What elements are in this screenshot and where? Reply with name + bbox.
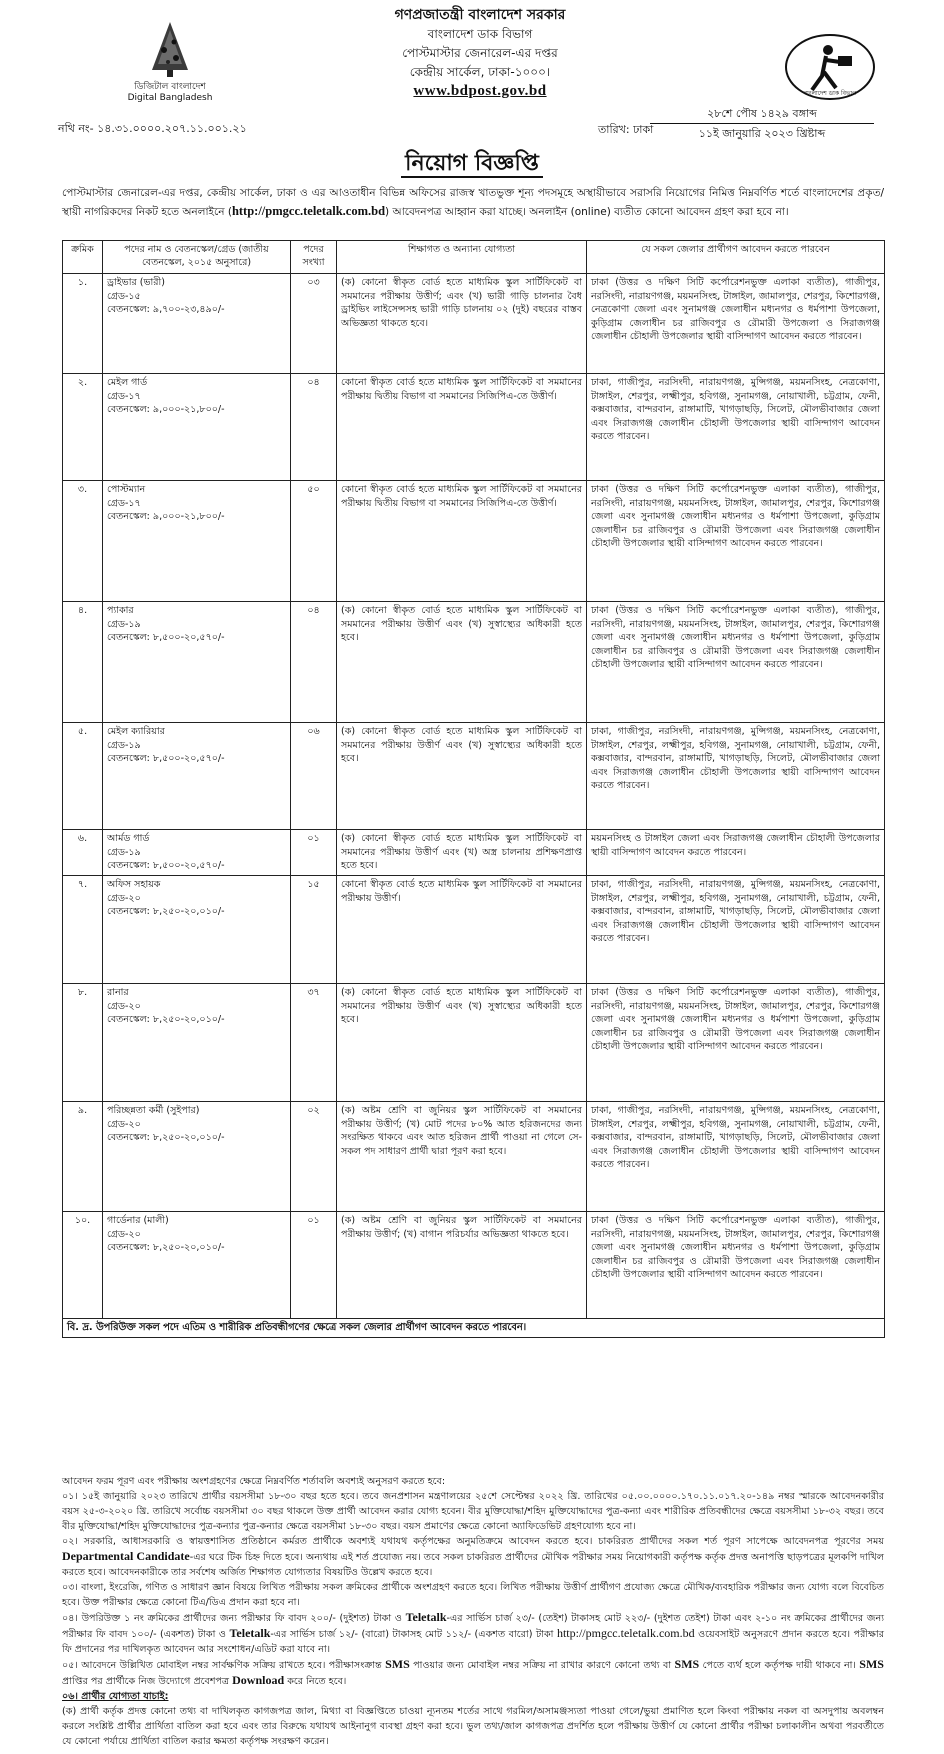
circle-name: কেন্দ্রীয় সার্কেল, ঢাকা-১০০০।: [409, 65, 551, 79]
col-post: পদের নাম ও বেতনস্কেল/গ্রেড (জাতীয় বেতনস্কেল, ২০১৫ অনুসারে): [103, 241, 291, 274]
table-row: [63, 723, 885, 830]
table-note-row: [63, 1319, 885, 1338]
post-name: রানার: [107, 987, 129, 998]
row-post: [103, 602, 291, 723]
row-serial: ২.: [63, 374, 103, 481]
row-count: ০২: [291, 1102, 337, 1212]
post-name: মেইল ক্যারিয়ার: [107, 726, 165, 737]
post-name: পরিচ্ছন্নতা কর্মী (সুইপার): [107, 1105, 200, 1116]
row-count: ০৩: [291, 274, 337, 374]
table-row: [63, 1212, 885, 1319]
post-scale: বেতনস্কেল: ৮,৫০০-২০,৫৭০/-: [107, 632, 225, 643]
application-url[interactable]: http://pmgcc.teletalk.com.bd: [231, 204, 386, 218]
row-count: ৫০: [291, 481, 337, 602]
sms-label: SMS: [674, 1657, 700, 1671]
condition-5-text-c: পেতে ব্যর্থ হলে কর্তৃপক্ষ দায়ী থাকবে না।: [702, 1660, 856, 1671]
digital-bangladesh-logo: [110, 20, 230, 103]
post-scale: বেতনস্কেল: ৮,২৫০-২০,০১০/-: [107, 1242, 225, 1253]
col-serial: ক্রমিক: [63, 241, 103, 274]
post-scale: বেতনস্কেল: ৮,৫০০-২০,৫৭০/-: [107, 753, 225, 764]
fee-payment-url[interactable]: http://pmgcc.teletalk.com.bd: [556, 1626, 695, 1640]
table-row: [63, 1102, 885, 1212]
row-serial: ৫.: [63, 723, 103, 830]
condition-4-text-d: ওয়েবসাইট অনুসরণে প্রদান করতে হবে। পরীক্ষার ফি প্রদানের পর দাখিলকৃত আবেদন আর সংশোধন/এডিট করা যাবে না।: [62, 1629, 884, 1655]
date-bangla: ২৮শে পৌষ ১৪২৯ বঙ্গাব্দ: [650, 104, 874, 124]
row-serial: ৩.: [63, 481, 103, 602]
row-qualification: (ক) কোনো স্বীকৃত বোর্ড হতে মাধ্যমিক স্কুল সার্টিফিকেট বা সমমানের পরীক্ষায় উত্তীর্ণ এবং (খ) অস্ত্র চালনায় প্রশিক্ষণপ্রাপ্ত হতে হবে।: [337, 830, 587, 876]
vacancy-table: [62, 240, 885, 1338]
condition-2-text-a: ০২। সরকারি, আধাসরকারি ও স্বায়ত্তশাসিত প্রতিষ্ঠানে কর্মরত প্রার্থীকে অবশ্যই যথাযথ কর্তৃপক্ষের অনুমতিক্রমে আবেদন করতে হবে। চাকরিরত প্রার্থীদের সকল শর্ত পূরণ সাপেক্ষে আবেদনপত্র পূরণের সময়: [62, 1536, 884, 1547]
post-scale: বেতনস্কেল: ৯,০০০-২১,৮০০/-: [107, 511, 225, 522]
sms-label: SMS: [859, 1657, 884, 1671]
condition-4-text-b: -এর সার্ভিস চার্জ ২৩/- (তেইশ) টাকাসহ মোট ২২৩/- (দুইশত তেইশ) টাকা এবং ২-১০ নং ক্রমিকের প্রার্থীদের জন্য পরীক্ষার ফি বাবদ ১০০/- (একশত) টাকা ও: [62, 1613, 884, 1640]
row-post: [103, 984, 291, 1102]
download-label: Download: [232, 1673, 285, 1687]
post-name: মেইল গার্ড: [107, 377, 148, 388]
table-row: [63, 374, 885, 481]
letterhead-text: [280, 6, 680, 101]
row-count: ৩৭: [291, 984, 337, 1102]
post-name: প্যাকার: [107, 605, 134, 616]
condition-1: ০১। ১৫ই জানুয়ারি ২০২৩ তারিখে প্রার্থীর বয়সসীমা ১৮-৩০ বছর হতে হবে। তবে জনপ্রশাসন মন্ত্রণালয়ের ২৫শে সেপ্টেম্বর ২০২২ খ্রি. তারিখের ০৫.০০.০০০০.১৭০.১১.০১৭.২০-১৪৯ নম্বর স্মারকে আবেদনকারীর বয়স ২৫-৩-২০২০ খ্রি. তারিখে সর্বোচ্চ বয়সসীমা ৩০ বছর থাকলে উক্ত প্রার্থী আবেদন করার যোগ্য হবেন। বীর মুক্তিযোদ্ধা/শহিদ মুক্তিযোদ্ধাদের পুত্র-কন্যা এবং শারীরিক প্রতিবন্ধীদের ক্ষেত্রে বয়সসীমা ১৮-৩২ বছর। তবে বীর মুক্তিযোদ্ধা/শহিদ মুক্তিযোদ্ধাদের পুত্র-কন্যার পুত্র-কন্যার ক্ষেত্রে বয়সসীমা ১৮-৩০ বছর। বয়স প্রমাণের ক্ষেত্রে কোনো অ্যাফিডেভিট গ্রহণযোগ্য হবে না।: [62, 1491, 884, 1532]
departmental-candidate-label: Departmental Candidate: [62, 1549, 190, 1563]
table-row: [63, 984, 885, 1102]
row-count: ১৫: [291, 876, 337, 984]
row-qualification: (ক) কোনো স্বীকৃত বোর্ড হতে মাধ্যমিক স্কুল সার্টিফিকেট বা সমমানের পরীক্ষায় উত্তীর্ণ এবং (খ) সুস্বাস্থ্যের অধিকারী হতে হবে।: [337, 602, 587, 723]
row-qualification: (ক) অষ্টম শ্রেণি বা জুনিয়র স্কুল সার্টিফিকেট বা সমমানের পরীক্ষায় উত্তীর্ণ; (খ) মোট পদের ৮০% আত হরিজনদের জন্য সংরক্ষিত থাকবে এবং আত হরিজন প্রার্থী পাওয়া না গেলে সে-সকল পদ সাধারণ প্রার্থী দ্বারা পূরণ করা হবে।: [337, 1102, 587, 1212]
row-qualification: (ক) কোনো স্বীকৃত বোর্ড হতে মাধ্যমিক স্কুল সার্টিফিকেট বা সমমানের পরীক্ষায় উত্তীর্ণ এবং (খ) সুস্বাস্থ্যের অধিকারী হতে হবে।: [337, 984, 587, 1102]
post-scale: বেতনস্কেল: ৮,২৫০-২০,০১০/-: [107, 1132, 225, 1143]
row-qualification: কোনো স্বীকৃত বোর্ড হতে মাধ্যমিক স্কুল সার্টিফিকেট বা সমমানের পরীক্ষায় দ্বিতীয় বিভাগ বা সমমানের সিজিপিএ-তে উত্তীর্ণ।: [337, 374, 587, 481]
row-serial: ৬.: [63, 830, 103, 876]
row-serial: ৯.: [63, 1102, 103, 1212]
row-count: ০৪: [291, 602, 337, 723]
row-districts: ঢাকা (উত্তর ও দক্ষিণ সিটি কর্পোরেশনভুক্ত এলাকা ব্যতীত), গাজীপুর, নরসিংদী, নারায়ণগঞ্জ, ময়মনসিংহ, টাঙ্গাইল, জামালপুর, শেরপুর, কিশোরগঞ্জ জেলা এবং সুনামগঞ্জ জেলাধীন মধ্যনগর ও ধর্মপাশা উপজেলা, কুড়িগ্রাম জেলাধীন চর রাজিবপুর ও রৌমারী উপজেলা এবং সিরাজগঞ্জ জেলাধীন চৌহালী উপজেলার স্থায়ী বাসিন্দাগণ আবেদন করতে পারবেন।: [587, 602, 885, 723]
post-grade: গ্রেড-১৭: [107, 497, 141, 509]
date-box: [650, 104, 874, 143]
government-title: গণপ্রজাতন্ত্রী বাংলাদেশ সরকার: [394, 7, 566, 23]
table-row: [63, 830, 885, 876]
logo-text: বাংলাদেশ ডাক বিভাগ: [803, 90, 857, 97]
row-count: ০৪: [291, 374, 337, 481]
table-note: বি. দ্র. উপরিউক্ত সকল পদে এতিম ও শারীরিক প্রতিবন্ধীগণের ক্ষেত্রে সকল জেলার প্রার্থীগণ আবেদন করতে পারবেন।: [63, 1319, 885, 1338]
condition-6-title: ০৬। প্রার্থীর যোগ্যতা যাচাই:: [62, 1691, 169, 1702]
table-header-row: [63, 241, 885, 274]
post-name: গার্ডেনার (মালী): [107, 1215, 169, 1226]
row-count: ০৬: [291, 723, 337, 830]
table-row: [63, 274, 885, 374]
post-scale: বেতনস্কেল: ৮,৫০০-২০,৫৭০/-: [107, 860, 225, 871]
post-scale: বেতনস্কেল: ৯,০০০-২১,৮০০/-: [107, 404, 225, 415]
table-row: [63, 481, 885, 602]
condition-5-text-a: ০৫। আবেদনে উল্লিখিত মোবাইল নম্বর সার্বক্ষণিক সক্রিয় রাখতে হবে। পরীক্ষাসংক্রান্ত: [62, 1660, 382, 1671]
condition-4: [62, 1610, 884, 1657]
row-serial: ১.: [63, 274, 103, 374]
row-post: [103, 876, 291, 984]
row-qualification: কোনো স্বীকৃত বোর্ড হতে মাধ্যমিক স্কুল সার্টিফিকেট বা সমমানের পরীক্ষায় উত্তীর্ণ।: [337, 876, 587, 984]
intro-text-2: ) আবেদনপত্র আহ্বান করা যাচ্ছে। অনলাইন (online) ব্যতীত কোনো আবেদন গ্রহণ করা হবে না।: [385, 206, 789, 218]
post-scale: বেতনস্কেল: ৮,২৫০-২০,০১০/-: [107, 906, 225, 917]
condition-4-text-a: ০৪। উপরিউক্ত ১ নং ক্রমিকের প্রার্থীদের জন্য পরীক্ষার ফি বাবদ ২০০/- (দুইশত) টাকা ও: [62, 1613, 402, 1624]
memo-number: নথি নং- ১৪.৩১.০০০০.২০৭.১১.০০১.২১: [58, 122, 247, 135]
condition-2: [62, 1534, 884, 1580]
col-count: পদের সংখ্যা: [291, 241, 337, 274]
row-count: ০১: [291, 830, 337, 876]
post-grade: গ্রেড-১৯: [107, 739, 141, 751]
post-grade: গ্রেড-২০: [107, 1228, 141, 1240]
post-scale: বেতনস্কেল: ৮,২৫০-২০,০১০/-: [107, 1014, 225, 1025]
post-name: অফিস সহায়ক: [107, 879, 161, 890]
conditions-section: [62, 1474, 884, 1749]
row-districts: ঢাকা (উত্তর ও দক্ষিণ সিটি কর্পোরেশনভুক্ত এলাকা ব্যতীত), গাজীপুর, নরসিংদী, নারায়ণগঞ্জ, ময়মনসিংহ, টাঙ্গাইল, জামালপুর, শেরপুর, কিশোরগঞ্জ জেলা এবং সুনামগঞ্জ জেলাধীন মধ্যনগর ও ধর্মপাশা উপজেলা, কুড়িগ্রাম জেলাধীন চর রাজিবপুর ও রৌমারী উপজেলা এবং সিরাজগঞ্জ জেলাধীন চৌহালী উপজেলার স্থায়ী বাসিন্দাগণ আবেদন করতে পারবেন।: [587, 481, 885, 602]
post-name: পোস্টম্যান: [107, 484, 146, 495]
condition-2-text-b: -এর ঘরে টিক চিহ্ন দিতে হবে। অন্যথায় এই শর্ত প্রযোজ্য নয়। তবে সকল চাকরিরত প্রার্থীদের মৌখিক পরীক্ষার সময় নিয়োগকারী কর্তৃপক্ষ কর্তৃক প্রদত্ত অনাপত্তি ছাড়পত্রের মূলকপি দাখিল করতে হবে। আবেদনকারীকে তার সর্বশেষ অর্জিত শিক্ষাগত যোগ্যতার বিষয়টিও উল্লেখ করতে হবে।: [62, 1552, 884, 1578]
condition-3: ০৩। বাংলা, ইংরেজি, গণিত ও সাধারণ জ্ঞান বিষয়ে লিখিত পরীক্ষায় সকল ক্রমিকের প্রার্থীকে অংশগ্রহণ করতে হবে। লিখিত পরীক্ষায় উত্তীর্ণ প্রার্থীগণ প্রযোজ্য ক্ষেত্রে মৌখিক/ব্যবহারিক পরীক্ষার জন্য যোগ্য বলে বিবেচিত হবে। উক্ত পরীক্ষার ক্ষেত্রে কোনো টিএ/ডিএ প্রদান করা হবে না।: [62, 1582, 884, 1608]
post-grade: গ্রেড-১৯: [107, 618, 141, 630]
intro-paragraph: [62, 184, 884, 221]
row-districts: ঢাকা (উত্তর ও দক্ষিণ সিটি কর্পোরেশনভুক্ত এলাকা ব্যতীত), গাজীপুর, নরসিংদী, নারায়ণগঞ্জ, ময়মনসিংহ, টাঙ্গাইল, জামালপুর, শেরপুর, কিশোরগঞ্জ, নেত্রকোণা জেলা এবং সুনামগঞ্জ জেলাধীন মধ্যনগর ও ধর্মপাশা উপজেলা, কুড়িগ্রাম জেলাধীন চর রাজিবপুর ও রৌমারী উপজেলা ও সিরাজগঞ্জ জেলাধীন চৌহালী উপজেলার স্থায়ী বাসিন্দাগণ আবেদন করতে পারবেন।: [587, 274, 885, 374]
logo-caption-bn: ডিজিটাল বাংলাদেশ: [134, 82, 206, 92]
teletalk-label: Teletalk: [405, 1610, 447, 1624]
condition-4-text-c: -এর সার্ভিস চার্জ ১২/- (বারো) টাকাসহ মোট ১১২/- (একশত বারো) টাকা: [270, 1629, 554, 1640]
row-post: [103, 1102, 291, 1212]
row-districts: ঢাকা (উত্তর ও দক্ষিণ সিটি কর্পোরেশনভুক্ত এলাকা ব্যতীত), গাজীপুর, নরসিংদী, নারায়ণগঞ্জ, ময়মনসিংহ, টাঙ্গাইল, জামালপুর, শেরপুর, কিশোরগঞ্জ জেলা এবং সুনামগঞ্জ জেলাধীন মধ্যনগর ও ধর্মপাশা উপজেলা, কুড়িগ্রাম জেলাধীন চর রাজিবপুর ও রৌমারী উপজেলা এবং সিরাজগঞ্জ জেলাধীন চৌহালী উপজেলার স্থায়ী বাসিন্দাগণ আবেদন করতে পারবেন।: [587, 984, 885, 1102]
row-post: [103, 374, 291, 481]
row-qualification: (ক) কোনো স্বীকৃত বোর্ড হতে মাধ্যমিক স্কুল সার্টিফিকেট বা সমমানের পরীক্ষায় উত্তীর্ণ; এবং (খ) ভারী গাড়ি চালনার বৈধ ড্রাইভিং লাইসেন্সসহ ভারী গাড়ি চালনায় ০২ (দুই) বছরের বাস্তব অভিজ্ঞতা থাকতে হবে।: [337, 274, 587, 374]
condition-6: (ক) প্রার্থী কর্তৃক প্রদত্ত কোনো তথ্য বা দাখিলকৃত কাগজপত্র জাল, মিথ্যা বা বিজ্ঞপ্তিতে চাওয়া ন্যূনতম শর্তের সাথে গরমিল/অসামঞ্জস্যতা পাওয়া গেলে/ভুয়া প্রমাণিত হলে কিংবা পরীক্ষায় নকল বা অসদুপায় অবলম্বন করলে সংশ্লিষ্ট প্রার্থীর প্রার্থিতা বাতিল করা হবে এবং তার বিরুদ্ধে যথাযথ আইনানুগ ব্যবস্থা গ্রহণ করা হবে। ভুল তথ্য/জাল কাগজপত্র প্রদর্শিত হলে পরীক্ষায় উত্তীর্ণ যে কোনো প্রার্থীর পরীক্ষা চলাকালীন অথবা পরবর্তীতে যে কোনো পর্যায়ে প্রার্থিতা বাতিল করার ক্ষমতা কর্তৃপক্ষ সংরক্ষণ করেন।: [62, 1706, 884, 1747]
row-districts: ঢাকা, গাজীপুর, নরসিংদী, নারায়ণগঞ্জ, মুন্সিগঞ্জ, ময়মনসিংহ, নেত্রকোণা, টাঙ্গাইল, শেরপুর, লক্ষ্মীপুর, হবিগঞ্জ, সুনামগঞ্জ, নোয়াখালী, চট্টগ্রাম, ফেনী, কক্সবাজার, বান্দরবান, রাঙ্গামাটি, খাগড়াছড়ি, সিলেট, মৌলভীবাজার জেলা এবং সিরাজগঞ্জ জেলাধীন চৌহালী উপজেলার স্থায়ী বাসিন্দাগণ আবেদন করতে পারবেন।: [587, 1102, 885, 1212]
row-post: [103, 481, 291, 602]
logo-caption-en: Digital Bangladesh: [127, 93, 213, 103]
row-post: [103, 274, 291, 374]
notice-title: [0, 146, 944, 183]
row-districts: ময়মনসিংহ ও টাঙ্গাইল জেলা এবং সিরাজগঞ্জ জেলাধীন চৌহালী উপজেলার স্থায়ী বাসিন্দাগণ আবেদন করতে পারবেন।: [587, 830, 885, 876]
row-serial: ৪.: [63, 602, 103, 723]
row-districts: ঢাকা, গাজীপুর, নরসিংদী, নারায়ণগঞ্জ, মুন্সিগঞ্জ, ময়মনসিংহ, নেত্রকোণা, টাঙ্গাইল, শেরপুর, লক্ষ্মীপুর, হবিগঞ্জ, সুনামগঞ্জ, নোয়াখালী, চট্টগ্রাম, ফেনী, কক্সবাজার, বান্দরবান, রাঙ্গামাটি, খাগড়াছড়ি, সিলেট, মৌলভীবাজার জেলা এবং সিরাজগঞ্জ জেলাধীন চৌহালী উপজেলার স্থায়ী বাসিন্দাগণ আবেদন করতে পারবেন।: [587, 876, 885, 984]
row-post: [103, 830, 291, 876]
condition-5: [62, 1657, 884, 1689]
teletalk-label: Teletalk: [229, 1626, 271, 1640]
post-grade: গ্রেড-১৫: [107, 290, 141, 302]
row-post: [103, 723, 291, 830]
row-districts: ঢাকা, গাজীপুর, নরসিংদী, নারায়ণগঞ্জ, মুন্সিগঞ্জ, ময়মনসিংহ, নেত্রকোণা, টাঙ্গাইল, শেরপুর, লক্ষ্মীপুর, হবিগঞ্জ, সুনামগঞ্জ, নোয়াখালী, চট্টগ্রাম, ফেনী, কক্সবাজার, বান্দরবান, রাঙ্গামাটি, খাগড়াছড়ি, সিলেট, মৌলভীবাজার জেলা এবং সিরাজগঞ্জ জেলাধীন চৌহালী উপজেলার স্থায়ী বাসিন্দাগণ আবেদন করতে পারবেন।: [587, 374, 885, 481]
website-link[interactable]: www.bdpost.gov.bd: [413, 83, 547, 99]
notice-title-text: নিয়োগ বিজ্ঞপ্তি: [401, 151, 543, 178]
tree-icon: [140, 20, 200, 78]
date-english: ১১ই জানুয়ারি ২০২৩ খ্রিষ্টাব্দ: [698, 127, 826, 140]
row-serial: ১০.: [63, 1212, 103, 1319]
bangladesh-post-logo: [782, 32, 878, 102]
row-qualification: কোনো স্বীকৃত বোর্ড হতে মাধ্যমিক স্কুল সার্টিফিকেট বা সমমানের পরীক্ষায় দ্বিতীয় বিভাগ বা সমমানের সিজিপিএ-তে উত্তীর্ণ।: [337, 481, 587, 602]
post-grade: গ্রেড-২০: [107, 892, 141, 904]
row-serial: ৭.: [63, 876, 103, 984]
condition-5-text-e: করে নিতে হবে।: [287, 1676, 347, 1687]
post-grade: গ্রেড-২০: [107, 1118, 141, 1130]
intro-text-1: পোস্টমাস্টার জেনারেল-এর দপ্তর, কেন্দ্রীয় সার্কেল, ঢাকা ও এর আওতাধীন বিভিন্ন অফিসের রাজস্ব খাতভুক্ত শূন্য পদসমূহে অস্থায়ীভাবে সরাসরি নিয়োগের নিমিত্ত নিম্নবর্ণিত শর্তে বাংলাদেশের প্রকৃত/স্থায়ী নাগরিকদের নিকট হতে অনলাইনে (: [62, 187, 884, 218]
post-grade: গ্রেড-১৯: [107, 846, 141, 858]
post-name: আর্মড গার্ড: [107, 833, 150, 844]
row-qualification: (ক) অষ্টম শ্রেণি বা জুনিয়র স্কুল সার্টিফিকেট বা সমমানের পরীক্ষায় উত্তীর্ণ; (খ) বাগান পরিচর্যার অভিজ্ঞতা থাকতে হবে।: [337, 1212, 587, 1319]
condition-5-text-b: পাওয়ার জন্য মোবাইল নম্বর সক্রিয় না রাখার কারণে কোনো তথ্য বা: [413, 1660, 672, 1671]
date-label: তারিখ: ঢাকা: [598, 123, 654, 136]
conditions-intro: আবেদন ফরম পূরণ এবং পরীক্ষায় অংশগ্রহণের ক্ষেত্রে নিম্নবর্ণিত শর্তাবলি অবশ্যই অনুসরণ করতে হবে:: [62, 1476, 446, 1487]
post-name: ড্রাইভার (ভারী): [107, 277, 165, 288]
department-name: বাংলাদেশ ডাক বিভাগ: [427, 27, 533, 41]
row-count: ০১: [291, 1212, 337, 1319]
table-row: [63, 602, 885, 723]
table-row: [63, 876, 885, 984]
post-grade: গ্রেড-১৭: [107, 390, 141, 402]
office-name: পোস্টমাস্টার জেনারেল-এর দপ্তর: [402, 46, 558, 60]
row-qualification: (ক) কোনো স্বীকৃত বোর্ড হতে মাধ্যমিক স্কুল সার্টিফিকেট বা সমমানের পরীক্ষায় উত্তীর্ণ এবং (খ) সুস্বাস্থ্যের অধিকারী হতে হবে।: [337, 723, 587, 830]
row-serial: ৮.: [63, 984, 103, 1102]
sms-label: SMS: [385, 1657, 410, 1671]
post-scale: বেতনস্কেল: ৯,৭০০-২৩,৪৯০/-: [107, 304, 225, 315]
post-grade: গ্রেড-২০: [107, 1000, 141, 1012]
col-districts: যে সকল জেলার প্রার্থীগণ আবেদন করতে পারবেন: [587, 241, 885, 274]
condition-5-text-d: প্রাপ্তির পর প্রার্থীকে নিজ উদ্যোগে প্রবেশপত্র: [62, 1676, 230, 1687]
row-post: [103, 1212, 291, 1319]
row-districts: ঢাকা (উত্তর ও দক্ষিণ সিটি কর্পোরেশনভুক্ত এলাকা ব্যতীত), গাজীপুর, নরসিংদী, নারায়ণগঞ্জ, ময়মনসিংহ, টাঙ্গাইল, জামালপুর, শেরপুর, কিশোরগঞ্জ জেলা এবং সুনামগঞ্জ জেলাধীন মধ্যনগর ও ধর্মপাশা উপজেলা, কুড়িগ্রাম জেলাধীন চর রাজিবপুর ও রৌমারী উপজেলা এবং সিরাজগঞ্জ জেলাধীন চৌহালী উপজেলার স্থায়ী বাসিন্দাগণ আবেদন করতে পারবেন।: [587, 1212, 885, 1319]
col-qualification: শিক্ষাগত ও অন্যান্য যোগ্যতা: [337, 241, 587, 274]
row-districts: ঢাকা, গাজীপুর, নরসিংদী, নারায়ণগঞ্জ, মুন্সিগঞ্জ, ময়মনসিংহ, নেত্রকোণা, টাঙ্গাইল, শেরপুর, লক্ষ্মীপুর, হবিগঞ্জ, সুনামগঞ্জ, নোয়াখালী, চট্টগ্রাম, ফেনী, কক্সবাজার, বান্দরবান, রাঙ্গামাটি, খাগড়াছড়ি, সিলেট, মৌলভীবাজার জেলা এবং সিরাজগঞ্জ জেলাধীন চৌহালী উপজেলার স্থায়ী বাসিন্দাগণ আবেদন করতে পারবেন।: [587, 723, 885, 830]
